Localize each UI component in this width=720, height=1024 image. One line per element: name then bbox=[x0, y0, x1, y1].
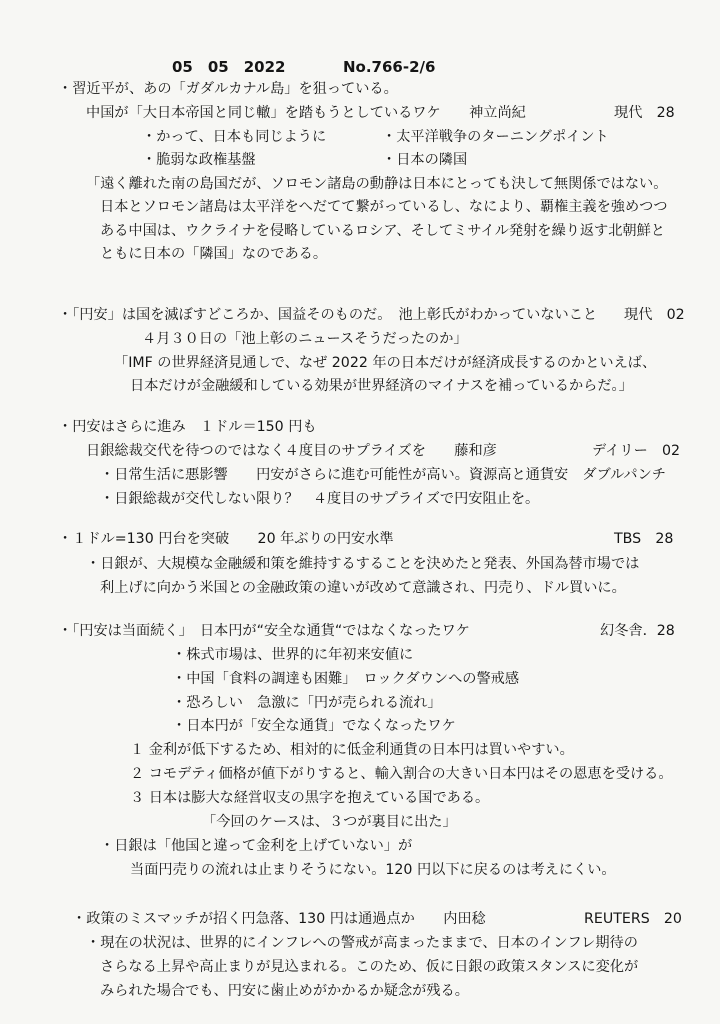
section-4-bullet-2: 利上げに向かう米国との金融政策の違いが改めて意識され、円売り、ドル買いに。 bbox=[100, 580, 626, 596]
section-5-bullet-6: 当面円売りの流れは止まりそうにない。120 円以下に戻るのは考えにくい。 bbox=[130, 862, 616, 878]
section-1-quote-line-3: ある中国は、ウクライナを侵略しているロシア、そしてミサイル発射を繰り返す北朝鮮と bbox=[100, 223, 665, 239]
section-5-point-1: １ 金利が低下するため、相対的に低金利通貨の日本円は買いやすい。 bbox=[130, 742, 574, 758]
section-1-bullet-3: ・脆弱な政権基盤 bbox=[142, 152, 256, 168]
section-3-bullet-2: ・日銀総裁が交代しない限り？ ４度目のサプライズで円安阻止を。 bbox=[100, 491, 540, 507]
section-4-title: ・１ドル=130 円台を突破 20 年ぶりの円安水準 bbox=[58, 531, 394, 547]
section-2-quote-line-1: 「IMF の世界経済見通しで、なぜ 2022 年の日本だけが経済成長するのかといえば、 bbox=[114, 355, 657, 371]
section-3-source: デイリー 02 bbox=[592, 443, 680, 459]
section-1-bullet-4: ・日本の隣国 bbox=[382, 152, 468, 168]
section-5-bullet-1: ・株式市場は、世界的に年初来安値に bbox=[172, 647, 414, 663]
section-3-bullet-1: ・日常生活に悪影響 円安がさらに進む可能性が高い。資源高と通貨安 ダブルパンチ bbox=[100, 467, 666, 483]
section-5-title: ・「円安は当面続く」 日本円が“安全な通貨“ではなくなったワケ bbox=[58, 623, 470, 639]
section-2-quote-line-2: 日本だけが金融緩和している効果が世界経済のマイナスを補っているからだ。」 bbox=[130, 378, 633, 394]
section-5-bullet-3: ・恐ろしい 急激に「円が売られる流れ」 bbox=[172, 695, 442, 711]
section-5-bullet-5: ・日銀は「他国と違って金利を上げていない」が bbox=[100, 838, 413, 854]
section-6-title: ・政策のミスマッチが招く円急落、130 円は通過点か 内田稔 bbox=[72, 911, 486, 927]
section-1-quote-line-4: ともに日本の「隣国」なのである。 bbox=[100, 246, 328, 262]
section-5-bullet-2: ・中国「食料の調達も困難」 ロックダウンへの警戒感 bbox=[172, 671, 520, 687]
section-1-bullet-1: ・かって、日本も同じように bbox=[142, 129, 327, 145]
section-5-point-2: ２ コモデティ価格が値下がりすると、輸入割合の大きい日本円はその恩恵を受ける。 bbox=[130, 766, 673, 782]
section-2-source: 現代 02 bbox=[624, 307, 685, 323]
section-3-subtitle: 日銀総裁交代を待つのではなく４度目のサプライズを 藤和彦 bbox=[86, 443, 497, 459]
section-6-bullet-line-2: さらなる上昇や高止まりが見込まれる。このため、仮に日銀の政策スタンスに変化が bbox=[100, 959, 639, 975]
section-6-bullet-line-3: みられた場合でも、円安に歯止めがかかるか疑念が残る。 bbox=[100, 983, 469, 999]
section-4-source: TBS 28 bbox=[614, 531, 674, 547]
section-4-bullet-1: ・日銀が、大規模な金融緩和策を維持するすることを決めたと発表、外国為替市場では bbox=[86, 556, 640, 572]
section-5-bullet-4: ・日本円が「安全な通貨」でなくなったワケ bbox=[172, 718, 456, 734]
section-1-source: 現代 28 bbox=[614, 105, 675, 121]
section-3-title: ・円安はさらに進み １ドル＝150 円も bbox=[58, 419, 317, 435]
section-1-quote-line-2: 日本とソロモン諸島は太平洋をへだてて繋がっているし、なにより、覇権主義を強めつつ bbox=[100, 199, 668, 215]
section-1-bullet-2: ・太平洋戦争のターニングポイント bbox=[382, 129, 609, 145]
section-5-quote: 「今回のケースは、３つが裏目に出た」 bbox=[202, 814, 457, 830]
section-1-quote-line-1: 「遠く離れた南の島国だが、ソロモン諸島の動静は日本にとっても決して無関係ではない。 bbox=[86, 176, 668, 192]
section-1-subtitle: 中国が「大日本帝国と同じ轍」を踏もうとしているワケ 神立尚紀 bbox=[86, 105, 526, 121]
section-6-source: REUTERS 20 bbox=[584, 911, 682, 927]
document-number: No.766-2/6 bbox=[343, 58, 436, 76]
document-date: 05 05 2022 bbox=[172, 58, 286, 76]
section-5-source: 幻冬舎．28 bbox=[600, 623, 675, 639]
section-6-bullet-line-1: ・現在の状況は、世界的にインフレへの警戒が高まったままで、日本のインフレ期待の bbox=[86, 935, 638, 951]
section-1-title: ・習近平が、あの「ガダルカナル島」を狙っている。 bbox=[58, 81, 398, 97]
section-2-subtitle: ４月３０日の「池上彰のニュースそうだったのか」 bbox=[142, 331, 468, 347]
section-5-point-3: ３ 日本は膨大な経営収支の黒字を抱えている国である。 bbox=[130, 790, 490, 806]
section-2-title: ・「円安」は国を滅ぼすどころか、国益そのものだ。 池上彰氏がわかっていないこと bbox=[58, 307, 598, 323]
